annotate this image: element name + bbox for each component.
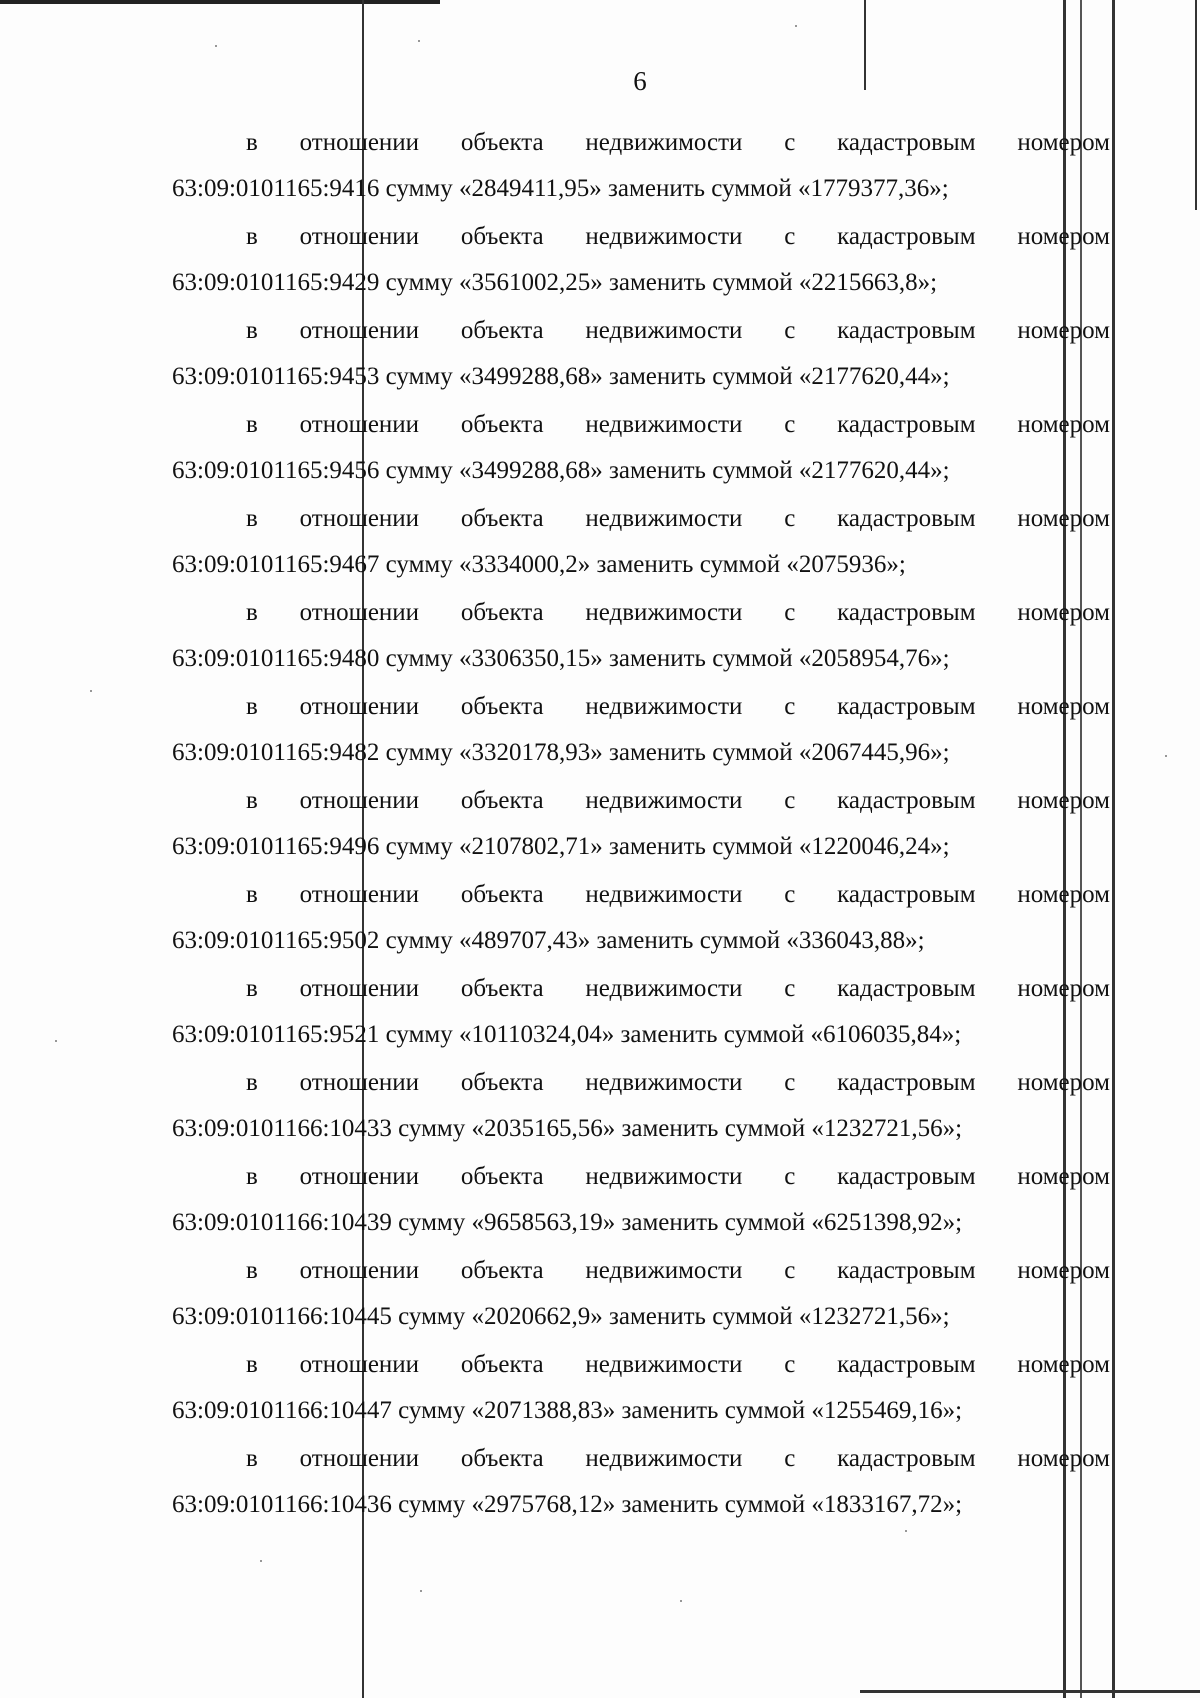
lead-word: отношении	[299, 1445, 420, 1472]
lead-word: с	[784, 1069, 796, 1096]
lead-word: в	[246, 787, 258, 814]
entry-lead-line	[246, 128, 1110, 158]
lead-word: отношении	[299, 1257, 420, 1284]
lead-word: номером	[1017, 129, 1110, 156]
lead-word: объекта	[460, 693, 544, 720]
amendment-entry	[170, 880, 1130, 974]
lead-word: с	[784, 693, 796, 720]
lead-word: кадастровым	[837, 599, 976, 626]
entry-detail-line: 63:09:0101166:10439 сумму «9658563,19» заменить суммой «6251398,92»;	[172, 1209, 963, 1236]
entry-lead-line	[246, 1350, 1110, 1380]
entry-detail-line: 63:09:0101165:9521 сумму «10110324,04» заменить суммой «6106035,84»;	[172, 1021, 962, 1048]
lead-word: объекта	[460, 411, 544, 438]
lead-word: недвижимости	[585, 505, 743, 532]
lead-word: с	[784, 1445, 796, 1472]
lead-word: кадастровым	[837, 411, 976, 438]
lead-word: с	[784, 1163, 796, 1190]
lead-word: объекта	[460, 1257, 544, 1284]
entry-lead-line	[246, 316, 1110, 346]
lead-word: отношении	[299, 599, 420, 626]
entry-lead-line	[246, 786, 1110, 816]
lead-word: в	[246, 599, 258, 626]
lead-word: в	[246, 317, 258, 344]
lead-word: недвижимости	[585, 1069, 743, 1096]
lead-word: номером	[1017, 317, 1110, 344]
lead-word: номером	[1017, 1445, 1110, 1472]
amendment-entry	[170, 598, 1130, 692]
lead-word: кадастровым	[837, 129, 976, 156]
lead-word: недвижимости	[585, 223, 743, 250]
lead-word: с	[784, 1351, 796, 1378]
lead-word: отношении	[299, 411, 420, 438]
amendment-list	[170, 128, 1130, 1538]
scan-artifact-top-rule	[0, 0, 440, 4]
entry-lead-line	[246, 1162, 1110, 1192]
lead-word: недвижимости	[585, 129, 743, 156]
amendment-entry	[170, 1256, 1130, 1350]
lead-word: отношении	[299, 129, 420, 156]
entry-detail-line: 63:09:0101165:9480 сумму «3306350,15» заменить суммой «2058954,76»;	[172, 645, 950, 672]
lead-word: кадастровым	[837, 317, 976, 344]
lead-word: номером	[1017, 1257, 1110, 1284]
lead-word: отношении	[299, 787, 420, 814]
lead-word: объекта	[460, 1445, 544, 1472]
lead-word: кадастровым	[837, 223, 976, 250]
amendment-entry	[170, 316, 1130, 410]
lead-word: кадастровым	[837, 975, 976, 1002]
scan-speck	[90, 690, 92, 692]
entry-detail-line: 63:09:0101165:9496 сумму «2107802,71» заменить суммой «1220046,24»;	[172, 833, 950, 860]
lead-word: в	[246, 1445, 258, 1472]
lead-word: отношении	[299, 881, 420, 908]
amendment-entry	[170, 974, 1130, 1068]
amendment-entry	[170, 222, 1130, 316]
scan-artifact-vertical-line	[864, 0, 866, 90]
lead-word: номером	[1017, 599, 1110, 626]
entry-detail-line: 63:09:0101165:9482 сумму «3320178,93» заменить суммой «2067445,96»;	[172, 739, 950, 766]
lead-word: в	[246, 129, 258, 156]
scan-speck	[795, 25, 797, 27]
amendment-entry	[170, 128, 1130, 222]
lead-word: объекта	[460, 787, 544, 814]
lead-word: с	[784, 599, 796, 626]
lead-word: в	[246, 411, 258, 438]
lead-word: в	[246, 1351, 258, 1378]
lead-word: кадастровым	[837, 505, 976, 532]
entry-detail-line: 63:09:0101166:10445 сумму «2020662,9» заменить суммой «1232721,56»;	[172, 1303, 950, 1330]
lead-word: номером	[1017, 1163, 1110, 1190]
lead-word: объекта	[460, 223, 544, 250]
lead-word: в	[246, 881, 258, 908]
lead-word: кадастровым	[837, 881, 976, 908]
entry-lead-line	[246, 880, 1110, 910]
lead-word: номером	[1017, 693, 1110, 720]
entry-detail-line: 63:09:0101166:10433 сумму «2035165,56» заменить суммой «1232721,56»;	[172, 1115, 963, 1142]
amendment-entry	[170, 786, 1130, 880]
lead-word: номером	[1017, 787, 1110, 814]
lead-word: кадастровым	[837, 787, 976, 814]
entry-detail-line: 63:09:0101165:9416 сумму «2849411,95» заменить суммой «1779377,36»;	[172, 175, 949, 202]
entry-detail-line: 63:09:0101165:9456 сумму «3499288,68» заменить суммой «2177620,44»;	[172, 457, 950, 484]
lead-word: номером	[1017, 1351, 1110, 1378]
lead-word: номером	[1017, 505, 1110, 532]
lead-word: отношении	[299, 317, 420, 344]
lead-word: номером	[1017, 223, 1110, 250]
lead-word: с	[784, 223, 796, 250]
scan-speck	[418, 40, 420, 42]
entry-lead-line	[246, 410, 1110, 440]
lead-word: номером	[1017, 975, 1110, 1002]
lead-word: недвижимости	[585, 787, 743, 814]
entry-detail-line: 63:09:0101165:9453 сумму «3499288,68» заменить суммой «2177620,44»;	[172, 363, 950, 390]
amendment-entry	[170, 504, 1130, 598]
scan-artifact-vertical-line	[1195, 0, 1197, 210]
scan-speck	[420, 1590, 422, 1592]
lead-word: отношении	[299, 1351, 420, 1378]
amendment-entry	[170, 1162, 1130, 1256]
lead-word: недвижимости	[585, 599, 743, 626]
entry-lead-line	[246, 1444, 1110, 1474]
lead-word: в	[246, 1163, 258, 1190]
lead-word: отношении	[299, 975, 420, 1002]
amendment-entry	[170, 692, 1130, 786]
lead-word: недвижимости	[585, 693, 743, 720]
entry-lead-line	[246, 692, 1110, 722]
entry-lead-line	[246, 1068, 1110, 1098]
amendment-entry	[170, 1068, 1130, 1162]
entry-detail-line: 63:09:0101165:9502 сумму «489707,43» заменить суммой «336043,88»;	[172, 927, 925, 954]
entry-lead-line	[246, 1256, 1110, 1286]
lead-word: в	[246, 693, 258, 720]
lead-word: объекта	[460, 129, 544, 156]
lead-word: номером	[1017, 411, 1110, 438]
lead-word: в	[246, 1069, 258, 1096]
entry-detail-line: 63:09:0101166:10436 сумму «2975768,12» заменить суммой «1833167,72»;	[172, 1491, 963, 1518]
entry-lead-line	[246, 222, 1110, 252]
lead-word: недвижимости	[585, 1163, 743, 1190]
lead-word: недвижимости	[585, 1257, 743, 1284]
lead-word: недвижимости	[585, 411, 743, 438]
lead-word: номером	[1017, 881, 1110, 908]
entry-lead-line	[246, 974, 1110, 1004]
scan-speck	[260, 1560, 262, 1562]
lead-word: кадастровым	[837, 1069, 976, 1096]
lead-word: недвижимости	[585, 881, 743, 908]
lead-word: объекта	[460, 1069, 544, 1096]
lead-word: кадастровым	[837, 1163, 976, 1190]
lead-word: отношении	[299, 1069, 420, 1096]
lead-word: недвижимости	[585, 1445, 743, 1472]
scan-speck	[680, 1600, 682, 1602]
amendment-entry	[170, 1444, 1130, 1538]
lead-word: недвижимости	[585, 317, 743, 344]
amendment-entry	[170, 410, 1130, 504]
lead-word: с	[784, 1257, 796, 1284]
lead-word: с	[784, 317, 796, 344]
scan-speck	[1165, 755, 1167, 757]
lead-word: с	[784, 881, 796, 908]
lead-word: отношении	[299, 223, 420, 250]
lead-word: недвижимости	[585, 1351, 743, 1378]
lead-word: с	[784, 411, 796, 438]
lead-word: отношении	[299, 693, 420, 720]
lead-word: номером	[1017, 1069, 1110, 1096]
page-number: 6	[633, 66, 647, 96]
lead-word: в	[246, 975, 258, 1002]
lead-word: в	[246, 223, 258, 250]
scan-artifact-bottom-rule	[860, 1690, 1200, 1693]
lead-word: кадастровым	[837, 1257, 976, 1284]
entry-lead-line	[246, 598, 1110, 628]
lead-word: с	[784, 787, 796, 814]
entry-detail-line: 63:09:0101165:9467 сумму «3334000,2» заменить суммой «2075936»;	[172, 551, 906, 578]
lead-word: кадастровым	[837, 1445, 976, 1472]
lead-word: отношении	[299, 1163, 420, 1190]
lead-word: объекта	[460, 1163, 544, 1190]
lead-word: объекта	[460, 505, 544, 532]
lead-word: объекта	[460, 317, 544, 344]
lead-word: объекта	[460, 599, 544, 626]
amendment-entry	[170, 1350, 1130, 1444]
lead-word: кадастровым	[837, 693, 976, 720]
lead-word: с	[784, 975, 796, 1002]
lead-word: объекта	[460, 881, 544, 908]
lead-word: с	[784, 505, 796, 532]
lead-word: недвижимости	[585, 975, 743, 1002]
entry-lead-line	[246, 504, 1110, 534]
lead-word: кадастровым	[837, 1351, 976, 1378]
lead-word: в	[246, 505, 258, 532]
lead-word: объекта	[460, 1351, 544, 1378]
lead-word: в	[246, 1257, 258, 1284]
entry-detail-line: 63:09:0101166:10447 сумму «2071388,83» заменить суммой «1255469,16»;	[172, 1397, 963, 1424]
lead-word: отношении	[299, 505, 420, 532]
entry-detail-line: 63:09:0101165:9429 сумму «3561002,25» заменить суммой «2215663,8»;	[172, 269, 938, 296]
lead-word: с	[784, 129, 796, 156]
scan-speck	[215, 45, 217, 47]
lead-word: объекта	[460, 975, 544, 1002]
scan-speck	[55, 1040, 57, 1042]
